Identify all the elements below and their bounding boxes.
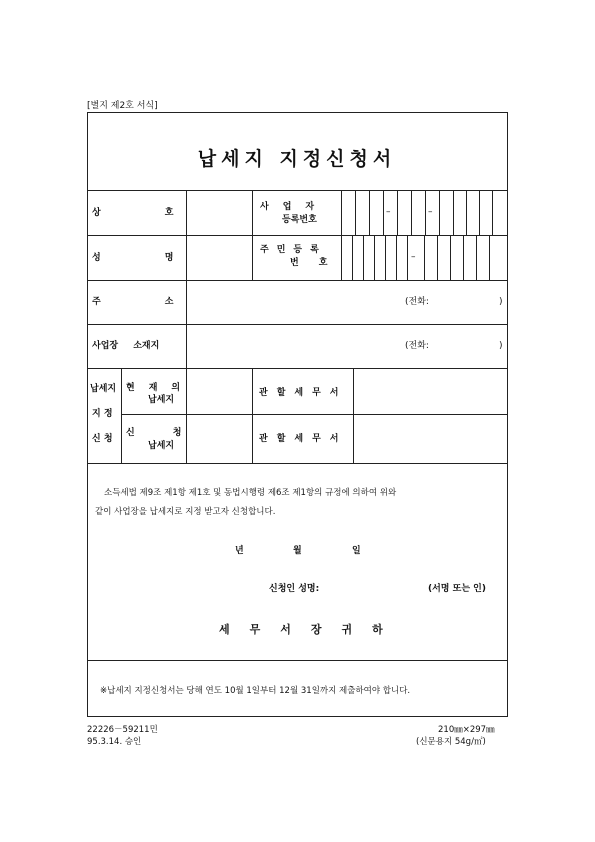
designation-label-3: 신 청 [92,434,113,444]
address-label [92,297,238,308]
submission-note: ※납세지 지정신청서는 당해 연도 10월 1일부터 12월 31일까지 제출하여야 합니다. [100,686,411,696]
statement-line-2: 같이 사업장을 납세지로 지정 받고자 신청합니다. [95,507,276,517]
designation-label-2: 지 정 [92,409,113,419]
location-phone-close: ) [499,341,503,351]
requested-place-field[interactable] [187,415,251,462]
current-place-label-1: 현재의 [126,383,195,393]
trade-name-field[interactable] [187,191,251,234]
trade-name-label-text: 상호 [92,208,238,218]
biz-reg-label-1: 사업자 [260,202,329,212]
name-label-text: 성명 [92,253,238,263]
address-phone-label: (전화: [405,297,429,307]
form-title: 납세지 지정신청서 [197,148,397,170]
designation-label-1: 납세지 [90,384,117,394]
biz-no-dash-1: – [386,207,391,217]
current-place-label-2: 납세지 [148,395,175,405]
name-field[interactable] [187,236,251,279]
business-location-field[interactable] [187,325,507,367]
trade-name-label [92,208,238,219]
requested-place-label-1: 신청 [126,428,220,438]
addressee: 세무서장귀하 [219,623,403,636]
footer-size: 210㎜×297㎜ [438,725,495,735]
date-year-label: 년 [235,546,244,556]
date-day-label: 일 [352,546,361,556]
business-location-label: 사업장 소재지 [92,341,160,351]
address-phone-close: ) [499,297,503,307]
address-field[interactable] [187,281,507,323]
date-month-label: 월 [293,546,302,556]
resident-reg-number-field[interactable] [342,236,507,279]
applicant-name-label: 신청인 성명: [269,584,320,594]
biz-no-dash-2: – [428,207,433,217]
signature-label: (서명 또는 인) [428,584,486,594]
location-phone-label: (전화: [405,341,429,351]
requested-tax-office-field[interactable] [354,415,507,462]
current-tax-office-field[interactable] [354,369,507,413]
current-tax-office-label: 관할세무서 [259,388,348,398]
current-place-field[interactable] [187,369,251,413]
resident-reg-label-1: 주민등록 [260,245,327,255]
footer-paper: (신문용지 54g/㎡) [416,737,486,747]
footer-code: 22226－59211민 [87,725,158,735]
resident-reg-label-2: 번호 [290,258,348,268]
resident-no-dash: – [411,252,416,262]
requested-place-label-2: 납세지 [148,441,175,451]
requested-tax-office-label: 관할세무서 [259,434,348,444]
business-reg-number-field[interactable] [342,191,507,234]
form-number: [별지 제2호 서식] [87,101,158,111]
name-label [92,253,238,264]
footer-approval: 95.3.14. 승인 [87,737,142,747]
applicant-name-field[interactable] [330,580,420,598]
statement-line-1: 소득세법 제9조 제1항 제1호 및 동법시행령 제6조 제1항의 규정에 의하여 위와 [104,488,397,498]
address-label-text: 주소 [92,297,238,307]
biz-reg-label-2: 등록번호 [282,215,317,225]
